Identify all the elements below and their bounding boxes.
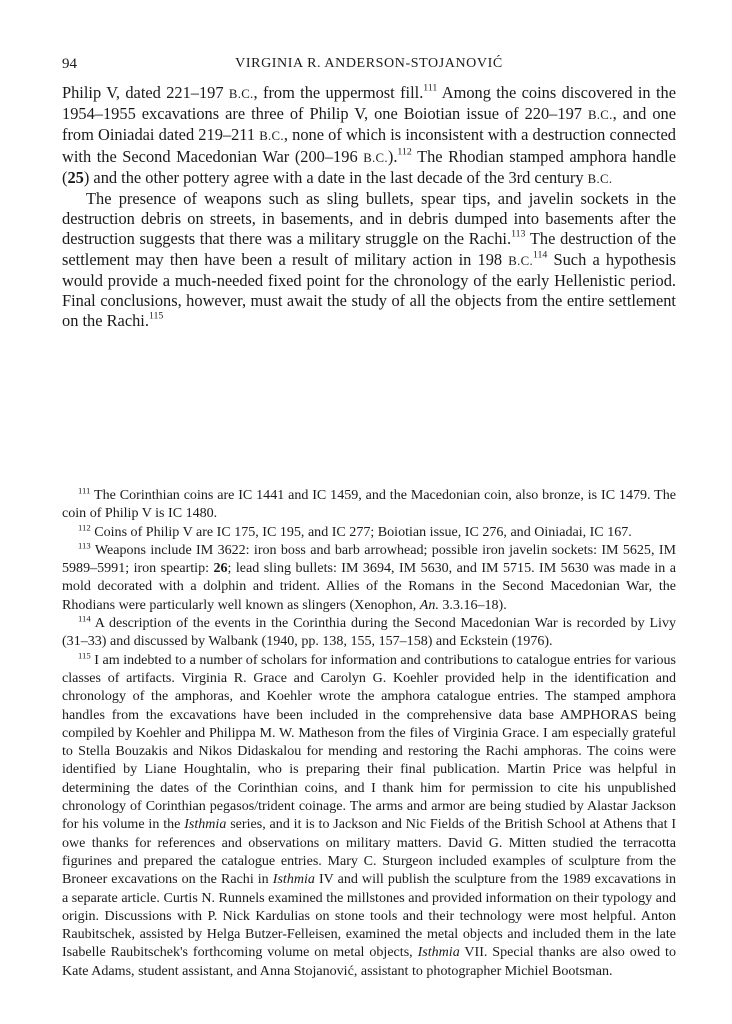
footnote-number: 111 <box>78 485 91 496</box>
footnote-111 <box>62 486 676 523</box>
footnote-text: A description of the events in the Corinthia during the Second Macedonian War is recorded by Livy (31–33) and discussed by Walbank (1940, pp. 138, 155, 157–158) and Eckstein (1976). <box>62 615 676 650</box>
text-run: The presence of weapons such as sling bullets, spear tips, and javelin sockets in the destruction debris on streets, in basements, and in debris dumped into basements after the destruction suggests that there was a military struggle on the Rachi. <box>62 189 676 249</box>
running-head: VIRGINIA R. ANDERSON-STOJANOVIĆ <box>235 56 503 71</box>
main-text <box>62 83 676 331</box>
text-run: The destruction of the settlement may then have been a result of military action in 198 <box>62 229 676 269</box>
text-run: , none of which is inconsistent with a destruction connected with the Second Macedonian War (200–196 <box>62 125 676 166</box>
footnote-number: 114 <box>78 613 91 624</box>
text-run: Such a hypothesis would provide a much-needed fixed point for the chronology of the early Hellenistic period. Final conclusions, however, must await the study of all the objects from the entire settlement on the Rachi. <box>62 249 676 331</box>
text-run: Philip V, dated 221–197 <box>62 83 229 102</box>
series-title: Isthmia <box>184 816 227 833</box>
text-run: ) and the other pottery agree with a date in the last decade of the 3rd century <box>83 167 588 187</box>
era-abbrev: B.C. <box>228 87 254 101</box>
text-run: , from the uppermost fill. <box>253 83 424 102</box>
footnotes <box>62 486 676 980</box>
footnote-115 <box>62 651 676 980</box>
paragraph-1 <box>62 83 676 189</box>
footnote-ref-115[interactable]: 115 <box>148 310 164 322</box>
footnote-113 <box>62 541 676 614</box>
footnote-text: The Corinthian coins are IC 1441 and IC 1459, and the Macedonian coin, also bronze, is IC 1479. The coin of Philip V is IC 1480. <box>62 487 676 522</box>
footnote-number: 113 <box>78 540 91 551</box>
paragraph-2 <box>62 189 676 331</box>
footnote-text: I am indebted to a number of scholars for information and contributions to catalogue entries for various classes of artifacts. Virginia R. Grace and Carolyn G. Koehler provided help in the identification and chronology of the amphoras, and Koehler wrote the amphora catalogue entries. The stamped amphora handles from the excavations have been included in the comprehensive data base AMPHORAS being compiled by Koehler and Philippa M. W. Matheson from the files of Virginia Grace. I am especially grateful to Stella Bouzakis and Nikos Didaskalou for mending and restoring the Rachi amphoras. The coins were identified by Liane Houghtalin, who is preparing their final publication. Martin Price was helpful in determining the dates of the Corinthian coins, and I thank him for permission to cite his unpublished chronology of Corinthian pegasos/trident coinage. The arms and armor are being studied by Alastar Jackson for his volume in the <box>62 651 676 833</box>
footnote-text: ; lead sling bullets: IM 3694, IM 5630, and IM 5715. IM 5630 was made in a mold decorated with a dolphin and trident. Allies of the Romans in the Second Macedonian War, the Rhodians were particularly well known as slingers (Xenophon, <box>62 560 676 613</box>
page-header <box>62 56 676 78</box>
footnote-text: Coins of Philip V are IC 175, IC 195, and IC 277; Boiotian issue, IC 276, and Oiniadai, IC 167. <box>90 523 632 540</box>
era-abbrev: B.C. <box>508 253 533 268</box>
catalogue-ref-25: 25 <box>67 167 84 187</box>
series-title: Isthmia <box>417 944 460 961</box>
footnote-text: Weapons include IM 3622: iron boss and barb arrowhead; possible iron javelin sockets: IM 5625, IM 5989–5991; iron speartip: <box>62 541 676 577</box>
footnote-112 <box>62 523 676 541</box>
footnote-text: 3.3.16–18). <box>438 596 507 613</box>
text-run: The Rhodian stamped amphora handle ( <box>62 146 676 187</box>
catalogue-ref-26: 26 <box>213 560 228 577</box>
footnote-ref-112[interactable]: 112 <box>397 146 412 158</box>
footnote-114 <box>62 614 676 651</box>
era-abbrev: B.C. <box>259 129 284 144</box>
footnote-text: VII. Special thanks are also owed to Kate Adams, student assistant, and Anna Stojanović, assistant to photographer Michiel Bootsman. <box>62 944 676 979</box>
era-abbrev: B.C. <box>363 150 388 165</box>
footnote-number: 115 <box>78 650 91 661</box>
citation-title: An. <box>419 596 439 613</box>
footnote-ref-114[interactable]: 114 <box>532 249 548 261</box>
footnote-text: IV and will publish the sculpture from the 1989 excavations in a separate article. Curtis N. Runnels examined the millstones and provided information on their typology and origin. Discussions with P. Nick Kardulias on stone tools and their technology were most helpful. Anton Raubitschek, assisted by Helga Butzer-Felleisen, examined the metal objects and included them in the late Isabelle Raubitschek's forthcoming volume on metal objects, <box>62 871 677 961</box>
era-abbrev: B.C. <box>587 108 613 123</box>
era-abbrev: B.C. <box>587 171 613 186</box>
page-number: 94 <box>62 56 77 72</box>
text-run: ). <box>387 146 398 166</box>
text-run: Among the coins discovered in the 1954–1955 excavations are three of Philip V, one Boiotian issue of 220–197 <box>62 83 676 124</box>
footnote-number: 112 <box>78 521 91 532</box>
footnote-text: series, and it is to Jackson and Nic Fields of the British School at Athens that I owe thanks for references and observations on military matters. David G. Mitten studied the terracotta figurines and prepared the catalogue entries. Mary C. Sturgeon included examples of sculpture from the Broneer excavations on the Rachi in <box>62 816 676 888</box>
series-title: Isthmia <box>272 871 315 888</box>
footnote-ref-113[interactable]: 113 <box>511 229 526 241</box>
footnote-ref-111[interactable]: 111 <box>423 82 438 94</box>
text-run: , and one from Oiniadai dated 219–211 <box>62 104 676 145</box>
